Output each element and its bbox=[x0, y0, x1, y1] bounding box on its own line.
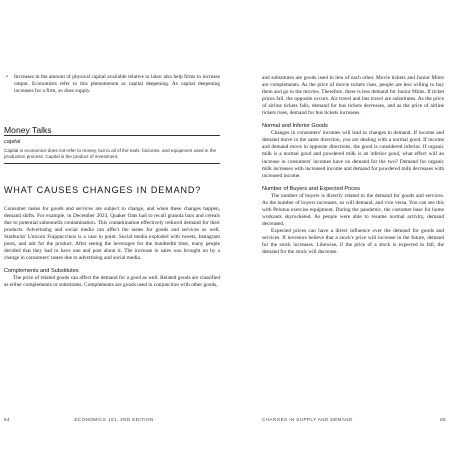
body-paragraph: and substitutes are goods used in lieu of each other. Movie tickets and Junior Mints are complements. As the price of movie tickets rises, people are less willing to buy them and go to the movies. Therefore, there is less demand for Junior Mints. If ticket prices fall, the opposite occurs. Air travel and bus travel are substitutes. As the price of airline tickets falls, demand for bus tickets decreases, and as the price of airline tickets rises, demand for bus tickets increases. bbox=[262, 75, 444, 117]
sidebar-term: capital bbox=[4, 139, 21, 145]
subheading-complements: Complements and Substitutes bbox=[4, 268, 79, 275]
bullet-text: Increases in the amount of physical capital available relative to labor also help firms to increase output. Economists refer to this phenomenon as capital deepening. As capital deepening increases for a firm, so does supply. bbox=[14, 74, 220, 95]
body-paragraph: The price of related goods can affect the demand for a good as well. Related goods are classified as either complements or substitutes. Complements are goods used in conjunction with other goods, bbox=[4, 275, 220, 289]
bullet-list bbox=[4, 74, 220, 95]
footer-chapter-title: CHANGES IN SUPPLY AND DEMAND bbox=[262, 417, 353, 422]
footer-book-title: ECONOMICS 101, 2ND EDITION bbox=[74, 417, 154, 422]
body-paragraph: Consumer tastes for goods and services are subject to change, and when these changes happen, demand shifts. For example, in December 2023, Quaker Oats had to recall granola bars and cereals due to potential salmonella contamination. This contamination effectively reduced demand for their products. Advertising and social media can affect the tastes for goods and services as well. Starbucks' Unicorn Frappuccinos is a case in point. Social media exploded with tweets, Instagram posts, and ads for the product. After seeing the beverages for the hundredth time, many people decided that they had to have one and post about it. The increase in sales was brought on by a change in consumers' tastes due to advertising and social media. bbox=[4, 206, 220, 262]
right-body bbox=[262, 75, 444, 256]
sidebar-top-divider bbox=[4, 135, 220, 136]
list-item bbox=[4, 74, 220, 95]
subheading-normal-inferior: Normal and Inferior Goods bbox=[262, 123, 328, 130]
body-paragraph: Expected prices can have a direct influence over the demand for goods and services. If investors believe that a stock's price will increase in the future, demand for the stock increases. Likewise, if the price of a stock is expected to fall, the demand for the stock will decrease. bbox=[262, 227, 444, 256]
subheading-buyers-prices: Number of Buyers and Expected Prices bbox=[262, 185, 360, 192]
right-page bbox=[229, 0, 457, 457]
bullet-icon: • bbox=[6, 74, 8, 80]
body-paragraph: Changes in consumers' incomes will lead to changes in demand. If income and demand move in the same direction, you are dealing with a normal good. If income and demand move in opposite directions, the good is considered inferior. If organic milk is a normal good and powdered milk is an inferior good, what effect will an increase in consumers' incomes have on demand for the two? Demand for organic milk increases with increased income and demand for powdered milk decreases with increased income. bbox=[262, 130, 444, 179]
sidebar-title: Money Talks bbox=[4, 125, 52, 135]
section-heading: WHAT CAUSES CHANGES IN DEMAND? bbox=[4, 185, 202, 195]
footer-page-number: 84 bbox=[4, 417, 10, 422]
left-page bbox=[0, 0, 228, 457]
sidebar-bottom-divider bbox=[4, 163, 220, 164]
body-paragraph: The number of buyers is directly related to the demand for goods and services. As the number of buyers increases, so will demand, and vice versa. You can see this with Peloton exercise equipment. During the pandemic, the customer base for home workouts skyrocketed. As people were able to resume normal activity, demand decreased. bbox=[262, 192, 444, 227]
footer-page-number: 85 bbox=[440, 417, 446, 422]
sidebar-definition: Capital in economics does not refer to money, but to all of the tools, factories, and equipment used in the production process. Capital is the product of investment. bbox=[4, 148, 217, 160]
left-body bbox=[4, 206, 220, 290]
